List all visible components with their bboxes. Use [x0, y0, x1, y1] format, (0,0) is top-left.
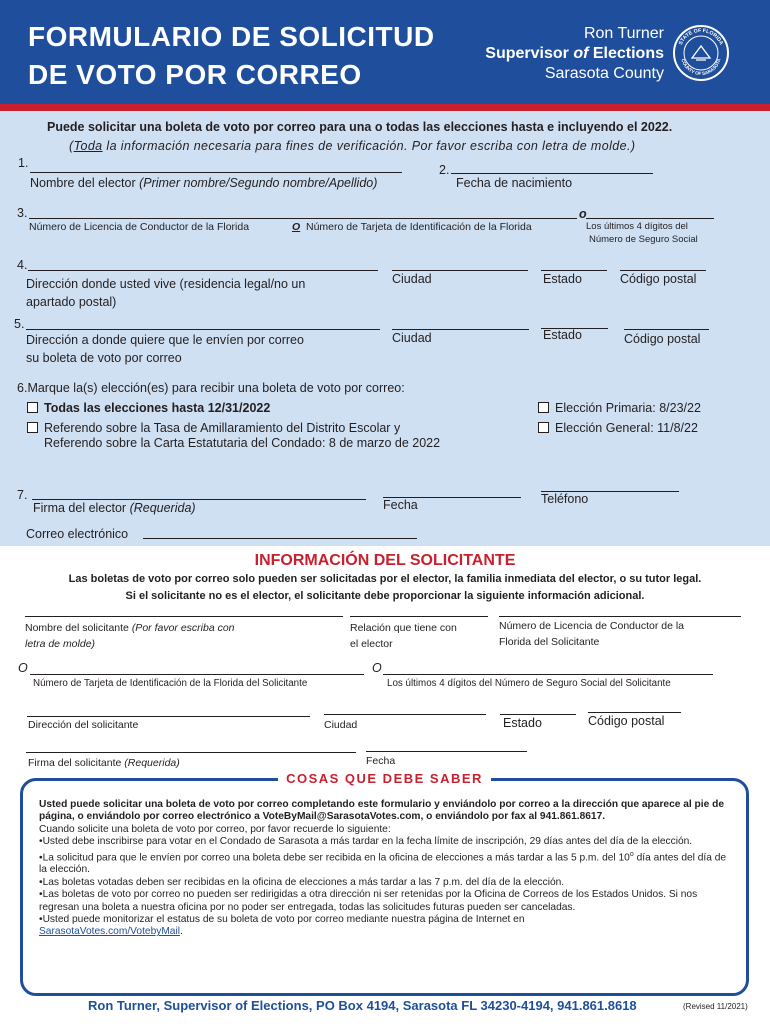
residence-state-line[interactable]: [541, 270, 607, 271]
header-red-stripe: [0, 104, 770, 111]
mailing-city-line[interactable]: [392, 329, 529, 330]
applicant-signature-label: Firma del solicitante (Requerida): [28, 757, 180, 769]
residence-city-line[interactable]: [392, 270, 528, 271]
elector-name-line[interactable]: [30, 172, 402, 173]
elector-signature-line[interactable]: [32, 499, 366, 500]
supervisor-title: Supervisor of Elections: [485, 45, 664, 62]
referendum-checkbox[interactable]: [27, 422, 38, 433]
email-line[interactable]: [143, 538, 417, 539]
applicant-relation-label: Relación que tiene con el elector: [350, 622, 457, 650]
elector-name-label: Nombre del elector (Primer nombre/Segundo nombre/Apellido): [30, 176, 378, 190]
mailing-address-label: Dirección a donde quiere que le envíen por correo su boleta de voto por correo: [26, 333, 304, 365]
applicant-signature-line[interactable]: [26, 752, 356, 753]
intro-line2: (Toda la información necesaria para fines de verificación. Por favor escriba con letra de molde.): [69, 139, 636, 153]
applicant-license-line[interactable]: [499, 616, 741, 617]
applicant-license-label: Número de Licencia de Conductor de la Florida del Solicitante: [499, 620, 685, 648]
county-seal-icon: [672, 24, 730, 82]
primary-election-checkbox[interactable]: [538, 402, 549, 413]
general-election-checkbox[interactable]: [538, 422, 549, 433]
applicant-name-label: Nombre del solicitante (Por favor escriba con letra de molde): [25, 622, 235, 650]
applicant-state-line[interactable]: [500, 714, 576, 715]
svg-text:COUNTY OF SARASOTA: COUNTY OF SARASOTA: [680, 58, 722, 77]
fl-license-label: Número de Licencia de Conductor de la Florida: [29, 221, 250, 233]
applicant-ssn4-label: Los últimos 4 dígitos del Número de Seguro Social del Solicitante: [387, 678, 671, 689]
applicant-date-line[interactable]: [366, 751, 527, 752]
vote-by-mail-link[interactable]: SarasotaVotes.com/VotebyMail: [39, 926, 181, 938]
things-to-know-body: Usted puede solicitar una boleta de voto por correo completando este formulario y enviándolo por correo a la dirección que aparece al pie de página, o enviándolo por correo electrónico a VoteByMail@SarasotaVotes.com, o enviándolo por fax al 941.861.8617. Cuando solicite una boleta de voto por correo, por favor recuerde lo siguiente: •Usted debe inscribirse para votar en el Condado de Sarasota a más tardar en la fecha límite de inscripción, 29 días antes del día de la elección. •La solicitud para que le envíen por correo una boleta debe ser recibida en la oficina de elecciones a más tardar a las 5 p.m. del 10$^o$ día antes del día de la elección. •Las boletas votadas deben ser recibidas en la oficina de elecciones a más tardar a las 7 p.m. del día de la elección. •Las boletas de voto por correo no pueden ser redirigidas a otra dirección ni ser retenidas por la Oficina de Correos de los Estados Unidos. Si nos regresan una boleta a nuestra oficina por no poder ser entregada, todas las solicitudes futuras pueden ser canceladas. •Usted puede monitorizar el estatus de su boleta de voto por correo mediante nuestra página de Internet en SarasotaVotes.com/VotebyMail.: [39, 799, 727, 938]
residence-address-line[interactable]: [28, 270, 378, 271]
revision-note: (Revised 11/2021): [683, 1002, 748, 1011]
applicant-relation-line[interactable]: [350, 616, 488, 617]
applicant-id-line[interactable]: [30, 674, 364, 675]
applicant-id-label: Número de Tarjeta de Identificación de la Florida del Solicitante: [33, 678, 308, 689]
applicant-city-line[interactable]: [324, 714, 486, 715]
all-elections-checkbox[interactable]: [27, 402, 38, 413]
things-to-know-title: COSAS QUE DEBE SABER: [278, 771, 491, 786]
form-title: FORMULARIO DE SOLICITUD DE VOTO POR CORREO: [28, 21, 435, 90]
birth-date-label: Fecha de nacimiento: [456, 176, 573, 190]
footer-address: Ron Turner, Supervisor of Elections, PO Box 4194, Sarasota FL 34230-4194, 941.861.8618: [88, 998, 637, 1013]
mailing-zip-line[interactable]: [624, 329, 709, 330]
ssn4-label: Los últimos 4 dígitos del Número de Seguro Social: [586, 221, 698, 245]
primary-election-option[interactable]: Elección Primaria: 8/23/22: [538, 401, 701, 415]
referendum-option[interactable]: Referendo sobre la Tasa de Amillaramiento del Distrito Escolar y Referendo sobre la Carta Estatutaria del Condado: 8 de marzo de 2022: [27, 421, 440, 451]
general-election-option[interactable]: Elección General: 11/8/22: [538, 421, 698, 435]
elector-signature-label: Firma del elector (Requerida): [33, 501, 196, 515]
applicant-note2: Si el solicitante no es el elector, el solicitante debe proporcionar la siguiente información adicional.: [125, 590, 645, 602]
applicant-section-title: INFORMACIÓN DEL SOLICITANTE: [254, 552, 516, 569]
all-elections-option[interactable]: Todas las elecciones hasta 12/31/2022: [27, 401, 270, 415]
applicant-note1: Las boletas de voto por correo solo pueden ser solicitadas por el elector, la familia inmediata del elector, o su tutor legal.: [68, 573, 702, 585]
email-label: Correo electrónico: [26, 527, 129, 541]
residence-address-label: Dirección donde usted vive (residencia legal/no un apartado postal): [26, 277, 306, 309]
supervisor-block: [485, 24, 664, 84]
applicant-zip-line[interactable]: [588, 712, 681, 713]
intro-line1: Puede solicitar una boleta de voto por correo para una o todas las elecciones hasta e incluyendo el 2022.: [47, 120, 673, 134]
applicant-ssn4-line[interactable]: [383, 674, 713, 675]
applicant-address-line[interactable]: [27, 716, 310, 717]
residence-zip-line[interactable]: [620, 270, 706, 271]
things-to-know-box: [20, 771, 749, 996]
supervisor-name: Ron Turner: [583, 25, 664, 42]
svg-text:STATE OF FLORIDA: STATE OF FLORIDA: [677, 27, 725, 47]
ssn4-line[interactable]: [586, 218, 714, 219]
mailing-address-line[interactable]: [26, 329, 380, 330]
county-name: Sarasota County: [544, 65, 664, 82]
applicant-name-line[interactable]: [25, 616, 343, 617]
license-or-id-line[interactable]: [29, 218, 577, 219]
fl-id-label: Número de Tarjeta de Identificación de la Florida: [306, 221, 532, 233]
birth-date-line[interactable]: [451, 173, 653, 174]
elections-prompt: 6.Marque la(s) elección(es) para recibir una boleta de voto por correo:: [17, 381, 405, 395]
header-banner: [0, 0, 770, 104]
